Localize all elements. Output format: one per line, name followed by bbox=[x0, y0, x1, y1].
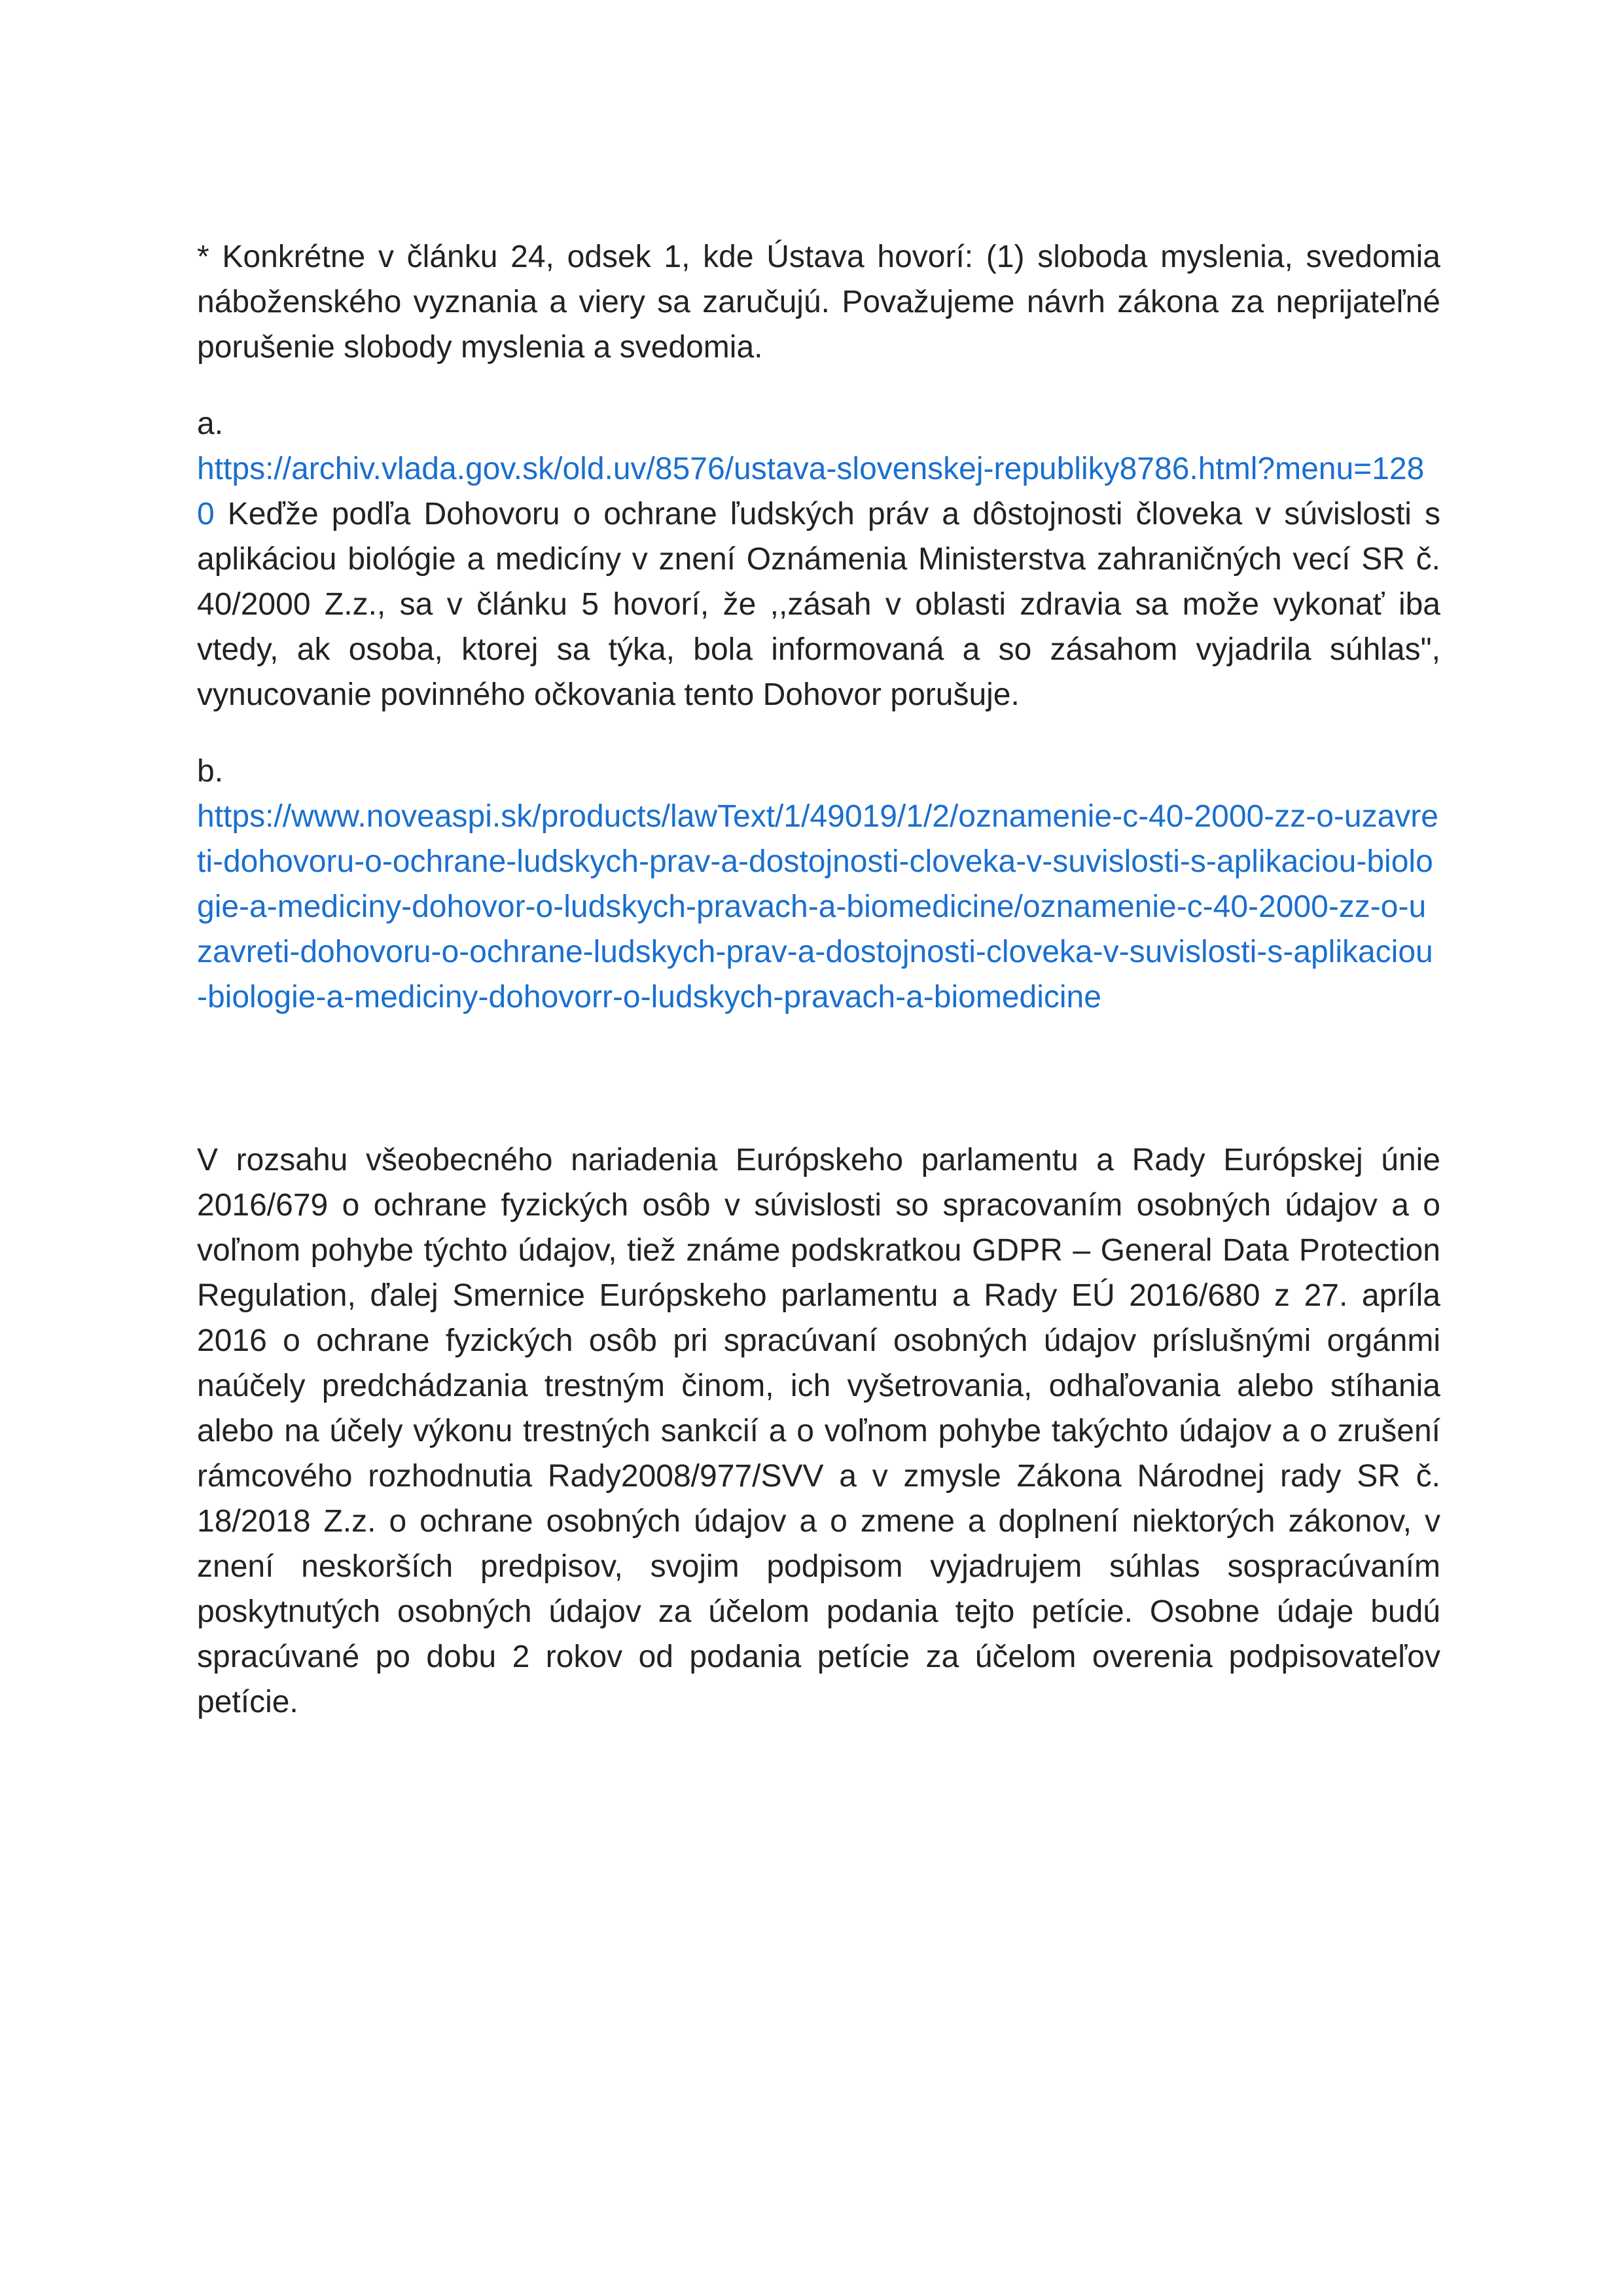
footnote-paragraph: * Konkrétne v článku 24, odsek 1, kde Ústava hovorí: (1) sloboda myslenia, svedomia náboženského vyznania a viery sa zaručujú. Považujeme návrh zákona za neprijateľné porušenie slobody myslenia a svedomia. bbox=[197, 240, 1440, 365]
section-spacer bbox=[197, 1020, 1440, 1138]
gdpr-consent-paragraph: V rozsahu všeobecného nariadenia Európskeho parlamentu a Rady Európskej únie 2016/679 o ochrane fyzických osôb v súvislosti so spracovaním osobných údajov a o voľnom pohybe týchto údajov, tiež známe podskratkou GDPR – General Data Protection Regulation, ďalej Smernice Európskeho parlamentu a Rady EÚ 2016/680 z 27. apríla 2016 o ochrane fyzických osôb pri spracúvaní osobných údajov príslušnými orgánmi naúčely predchádzania trestným činom, ich vyšetrovania, odhaľovania alebo stíhania alebo na účely výkonu trestných sankcií a o voľnom pohybe takýchto údajov a o zrušení rámcového rozhodnutia Rady2008/977/SVV a v zmysle Zákona Národnej rady SR č. 18/2018 Z.z. o ochrane osobných údajov a o zmene a doplnení niektorých zákonov, v znení neskorších predpisov, svojim podpisom vyjadrujem súhlas sospracúvaním poskytnutých osobných údajov za účelom podania tejto petície. Osobne údaje budú spracúvané po dobu 2 rokov od podania petície za účelom overenia podpisovateľov petície. bbox=[197, 1143, 1440, 1719]
reference-b-link[interactable]: https://www.noveaspi.sk/products/lawText/1/49019/1/2/oznamenie-c-40-2000-zz-o-uzavreti-dohovoru-o-ochrane-ludskych-prav-a-dostojnosti-cloveka-v-suvislosti-s-aplikaciou-biologie-a-mediciny-dohovor-o-ludskych-pravach-a-biomedicine/oznamenie-c-40-2000-zz-o-uzavreti-dohovoru-o-ochrane-ludskych-prav-a-dostojnosti-cloveka-v-suvislosti-s-aplikaciou-biologie-a-mediciny-dohovorr-o-ludskych-pravach-a-biomedicine bbox=[197, 799, 1438, 1014]
reference-b-paragraph bbox=[197, 749, 1440, 1020]
reference-a-text: Keďže podľa Dohovoru o ochrane ľudských práv a dôstojnosti človeka v súvislosti s aplikáciou biológie a medicíny v znení Oznámenia Ministerstva zahraničných vecí SR č. 40/2000 Z.z., sa v článku 5 hovorí, že ,,zásah v oblasti zdravia sa može vykonať iba vtedy, ak osoba, ktorej sa týka, bola informovaná a so zásahom vyjadrila súhlas", vynucovanie povinného očkovania tento Dohovor porušuje. bbox=[197, 497, 1440, 712]
document-body bbox=[197, 234, 1440, 1725]
reference-a-link[interactable]: https://archiv.vlada.gov.sk/old.uv/8576/ustava-slovenskej-republiky8786.html?menu=1280 bbox=[197, 452, 1425, 531]
reference-a-label: a. bbox=[197, 406, 224, 441]
reference-b-label: b. bbox=[197, 754, 224, 789]
reference-a-paragraph bbox=[197, 401, 1440, 717]
paragraph-spacer bbox=[197, 370, 1440, 401]
paragraph-spacer bbox=[197, 717, 1440, 749]
